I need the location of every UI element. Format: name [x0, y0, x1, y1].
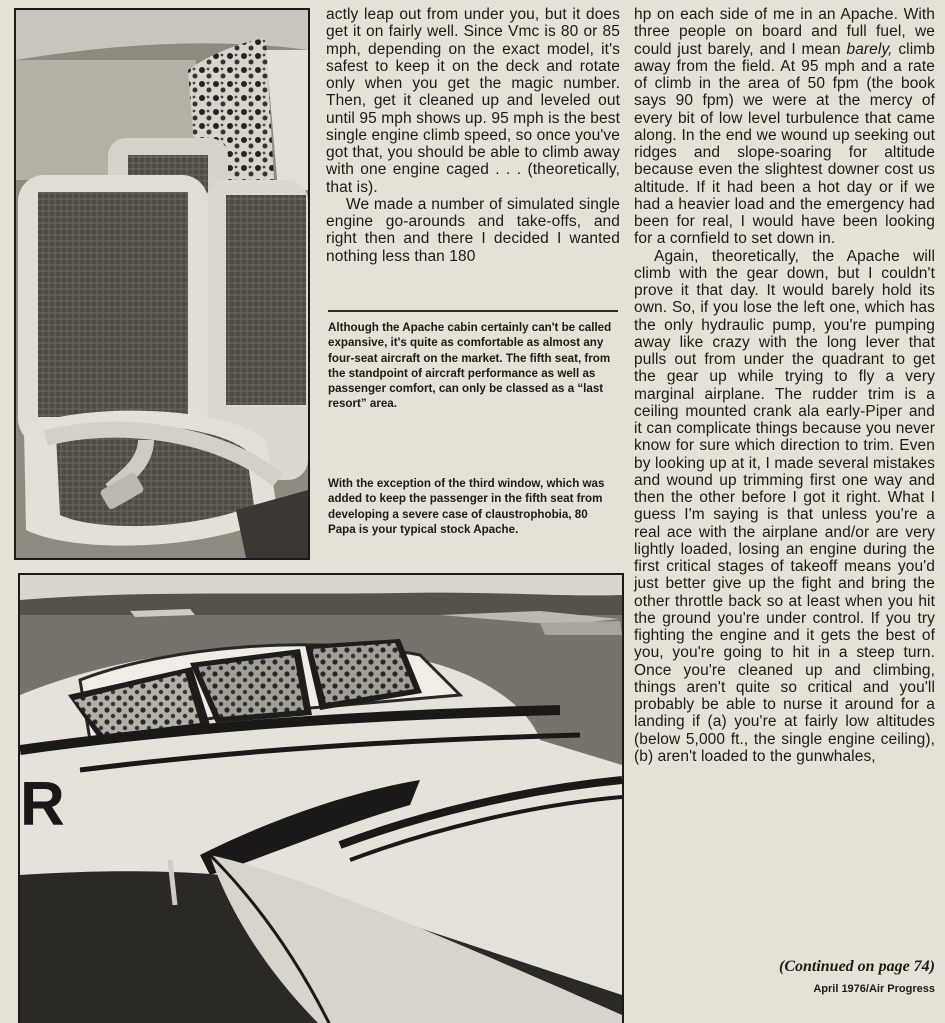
- photo-caption-window: With the exception of the third window, which was added to keep the passenger in the fifth seat from developing a severe case of claustrophobia, 80 Papa is your typical stock Apache.: [328, 477, 605, 536]
- apache-fuselage-illustration: [20, 575, 622, 1023]
- emphasis-text: barely,: [846, 40, 893, 58]
- cabin-seats-illustration: [16, 10, 308, 558]
- photo-caption-cabin: Although the Apache cabin certainly can't be called expansive, it's quite as comfortable as almost any four-seat aircraft on the market. The fifth seat, from the standpoint of aircraft performance as well as passenger comfort, can only be classed as a “last resort” area.: [328, 321, 612, 411]
- continued-notice: (Continued on page 74): [778, 958, 935, 975]
- cabin-seats-photo: [14, 8, 310, 560]
- article-paragraph: Again, theoretically, the Apache will climb with the gear down, but I couldn't prove it that day. It would barely hold its own. So, if you lose the left one, which has the only hydraulic pump, you're pumping away like crazy with the long lever that pulls out from under the quadrant to get the gear up while trying to fly a very marginal airplane. The rudder trim is a ceiling mounted crank ala early-Piper and it can complicate things because you never know for sure which direction to trim. Even by looking up at it, I made several mistakes and wound up trimming first one way and then the other before I got it right. What I guess I'm saying is that unless you're a real ace with the airplane and/or are very lightly loaded, losing an engine during the first critical stages of takeoff means you'd just better give up the fight and bring the other throttle back so at least when you hit the ground you're under control. If you try fighting the engine and it gets the best of you, you're going to hit in a steep turn. Once you're cleaned up and climbing, things aren't quite so critical and you'll probably be able to nurse it around for a landing if (a) you're at fairly low altitudes (below 5,000 ft., the single engine ceiling), (b) aren't loaded to the gunwhales,: [634, 247, 935, 765]
- text-run: hp on each side of me in an Apache. With three people on board and full fuel, we could just barely, and I mean: [634, 6, 935, 58]
- registration-letter: R: [20, 770, 65, 839]
- article-paragraph: We made a number of simulated single engine go-arounds and take-offs, and right then and there I decided I wanted nothing less than 180: [326, 195, 620, 265]
- page-footer: April 1976/Air Progress: [813, 983, 935, 995]
- caption-divider: [328, 310, 618, 312]
- apache-fuselage-photo: [18, 573, 624, 1023]
- article-paragraph: [634, 6, 935, 248]
- article-paragraph: actly leap out from under you, but it does get it on fairly well. Since Vmc is 80 or 85 mph, depending on the exact model, it's safest to keep it on the deck and rotate only when you get the magic number. Then, get it cleaned up and leveled out until 95 mph shows up. 95 mph is the best single engine climb speed, so once you've got that, you should be able to climb away with one engine caged . . . (theoretically, that is).: [326, 6, 620, 196]
- article-column-right: [634, 6, 935, 765]
- article-column-middle: [326, 6, 620, 265]
- text-run: climb away from the field. At 95 mph and a rate of climb in the area of 50 fpm (the book says 90 fpm) we were at the mercy of every bit of low level turbulence that came along. In the end we wound up seeking out ridges and slope-soaring for altitude because even the slightest downer cost us altitude. If it had been a hot day or if we had a heavier load and the emergency had been for real, I would have been looking for a cornfield to set down in.: [634, 40, 935, 248]
